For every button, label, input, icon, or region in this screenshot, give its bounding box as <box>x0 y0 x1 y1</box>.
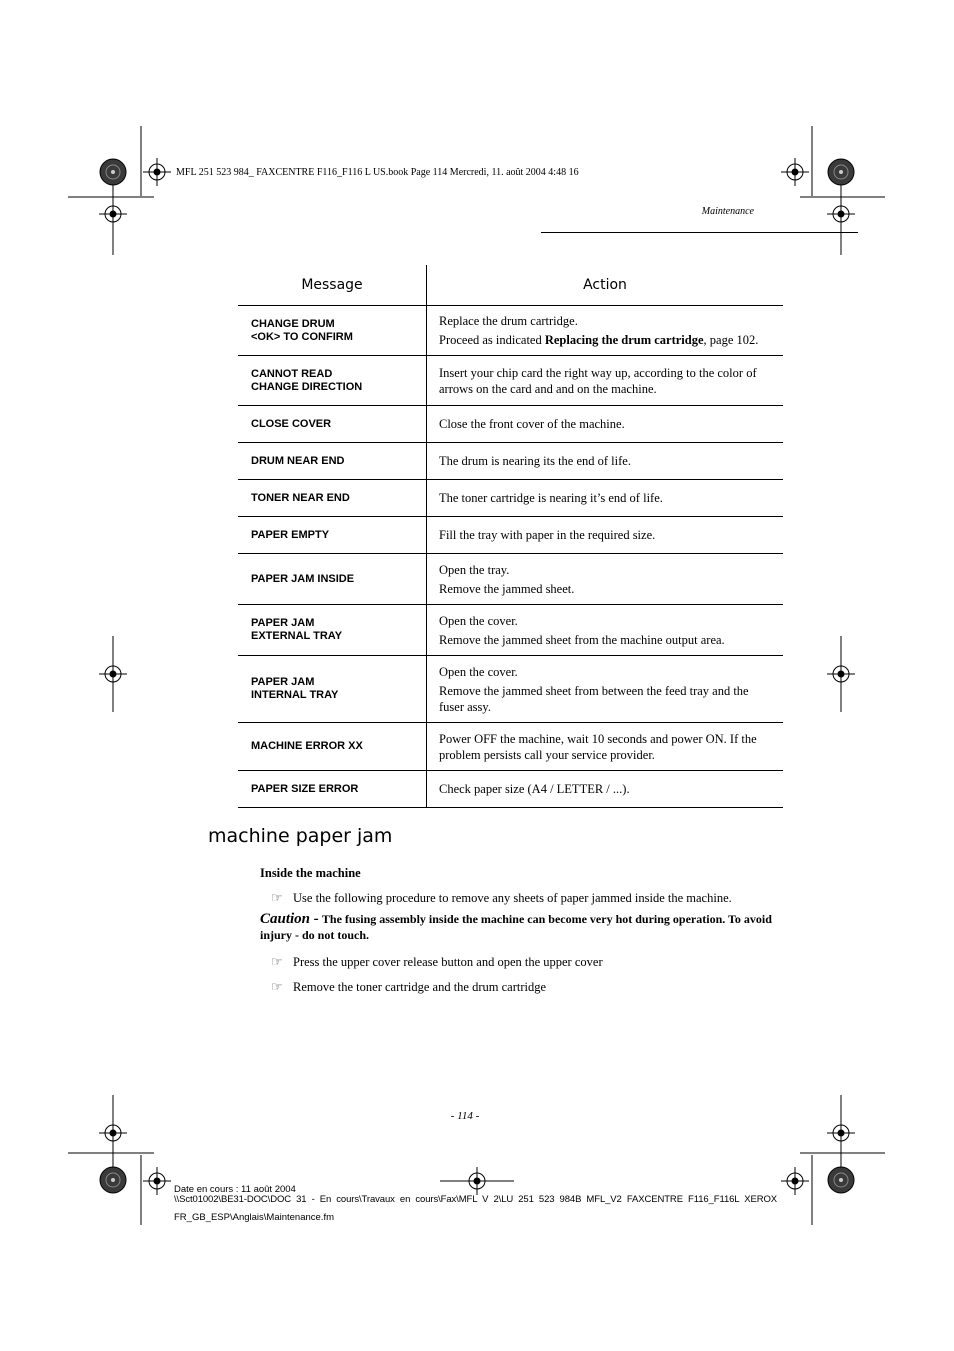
message-text: CANNOT READ <box>251 367 333 380</box>
table-header-row <box>238 265 783 306</box>
table-row <box>238 306 783 356</box>
table-row <box>238 517 783 554</box>
action-cell <box>427 723 784 771</box>
pointing-hand-icon: ☞ <box>271 954 283 969</box>
action-text: Remove the jammed sheet. <box>439 581 575 596</box>
table-row <box>238 656 783 723</box>
action-text: The drum is nearing its the end of life. <box>439 454 631 468</box>
column-header-message: Message <box>238 265 427 306</box>
message-cell <box>238 406 427 443</box>
table-row <box>238 356 783 406</box>
message-text: PAPER EMPTY <box>251 528 330 541</box>
action-cell <box>427 771 784 808</box>
cross-reference: Replacing the drum cartridge <box>544 333 704 347</box>
table-row <box>238 554 783 605</box>
list-item <box>271 890 732 906</box>
action-cell <box>427 517 784 554</box>
message-cell <box>238 771 427 808</box>
message-text: CHANGE DRUM <box>251 317 335 330</box>
subheading: Inside the machine <box>260 866 361 880</box>
action-cell <box>427 356 784 406</box>
table-row <box>238 723 783 771</box>
table-row <box>238 406 783 443</box>
message-cell <box>238 656 427 723</box>
action-text: The toner cartridge is nearing it’s end of life. <box>439 491 663 505</box>
action-cell <box>427 406 784 443</box>
message-text: INTERNAL TRAY <box>251 689 339 701</box>
message-cell <box>238 356 427 406</box>
action-text: Replace the drum cartridge. <box>439 314 578 328</box>
caution-label: Caution - <box>260 911 319 927</box>
list-item <box>271 979 546 995</box>
action-cell <box>427 605 784 656</box>
column-header-action: Action <box>427 265 784 306</box>
action-cell <box>427 443 784 480</box>
caution-note <box>260 911 783 943</box>
table-row <box>238 480 783 517</box>
message-text: EXTERNAL TRAY <box>251 630 343 642</box>
action-text: Open the cover. <box>439 664 518 679</box>
action-cell <box>427 554 784 605</box>
running-header: Maintenance <box>701 206 754 217</box>
message-cell <box>238 723 427 771</box>
table-row <box>238 443 783 480</box>
pointing-hand-icon: ☞ <box>271 890 283 905</box>
page-number: - 114 - <box>450 1110 480 1122</box>
message-text: PAPER JAM <box>251 617 315 629</box>
file-info-line: MFL 251 523 984_ FAXCENTRE F116_F116 L US.book Page 114 Mercredi, 11. août 2004 4:48 16 <box>176 167 579 178</box>
message-table <box>238 265 783 808</box>
caution-text: The fusing assembly inside the machine can become very hot during operation. To avoid injury - do not touch. <box>260 912 772 942</box>
list-item <box>271 954 603 970</box>
message-cell <box>238 517 427 554</box>
message-cell <box>238 306 427 356</box>
action-text: Close the front cover of the machine. <box>439 417 625 431</box>
message-text: TONER NEAR END <box>251 491 350 504</box>
message-text: PAPER JAM INSIDE <box>251 572 355 585</box>
action-text: Fill the tray with paper in the required size. <box>439 528 656 542</box>
step-text: Remove the toner cartridge and the drum cartridge <box>293 979 547 994</box>
action-text <box>439 332 773 348</box>
step-text: Press the upper cover release button and open the upper cover <box>293 954 603 969</box>
message-text: PAPER JAM <box>251 676 315 688</box>
message-text: MACHINE ERROR XX <box>251 740 363 752</box>
section-title: machine paper jam <box>208 825 393 847</box>
header-rule <box>541 232 858 233</box>
message-cell <box>238 605 427 656</box>
table-row <box>238 605 783 656</box>
table-row <box>238 771 783 808</box>
message-text: <OK> TO CONFIRM <box>251 330 353 343</box>
footer-file: FR_GB_ESP\Anglais\Maintenance.fm <box>174 1212 334 1223</box>
action-cell <box>427 306 784 356</box>
message-text: DRUM NEAR END <box>251 454 345 467</box>
action-text-part: Proceed as indicated <box>439 333 545 347</box>
action-text: Remove the jammed sheet from the machine output area. <box>439 632 725 647</box>
action-cell <box>427 656 784 723</box>
message-cell <box>238 554 427 605</box>
action-text: Open the cover. <box>439 613 518 628</box>
message-text: CHANGE DIRECTION <box>251 380 363 393</box>
action-text: Power OFF the machine, wait 10 seconds and power ON. If the problem persists call your service provider. <box>439 731 757 762</box>
action-text: Insert your chip card the right way up, according to the color of arrows on the card and and on the machine. <box>439 365 757 396</box>
message-cell <box>238 443 427 480</box>
action-text: Check paper size (A4 / LETTER / ...). <box>439 782 630 796</box>
step-text: Use the following procedure to remove any sheets of paper jammed inside the machine. <box>293 890 732 905</box>
action-text-part: , page 102. <box>703 333 759 347</box>
action-cell <box>427 480 784 517</box>
footer-date: Date en cours : 11 août 2004 <box>174 1184 296 1195</box>
action-text: Open the tray. <box>439 562 510 577</box>
message-text: CLOSE COVER <box>251 417 332 430</box>
action-text: Remove the jammed sheet from between the feed tray and the fuser assy. <box>439 683 749 714</box>
footer-path: \\Sct01002\BE31-DOC\DOC 31 - En cours\Travaux en cours\Fax\MFL V 2\LU 251 523 984B MFL_V2 FAXCENTRE F116_F116L XEROX <box>174 1194 777 1205</box>
message-text: PAPER SIZE ERROR <box>251 782 359 795</box>
pointing-hand-icon: ☞ <box>271 979 283 994</box>
message-cell <box>238 480 427 517</box>
